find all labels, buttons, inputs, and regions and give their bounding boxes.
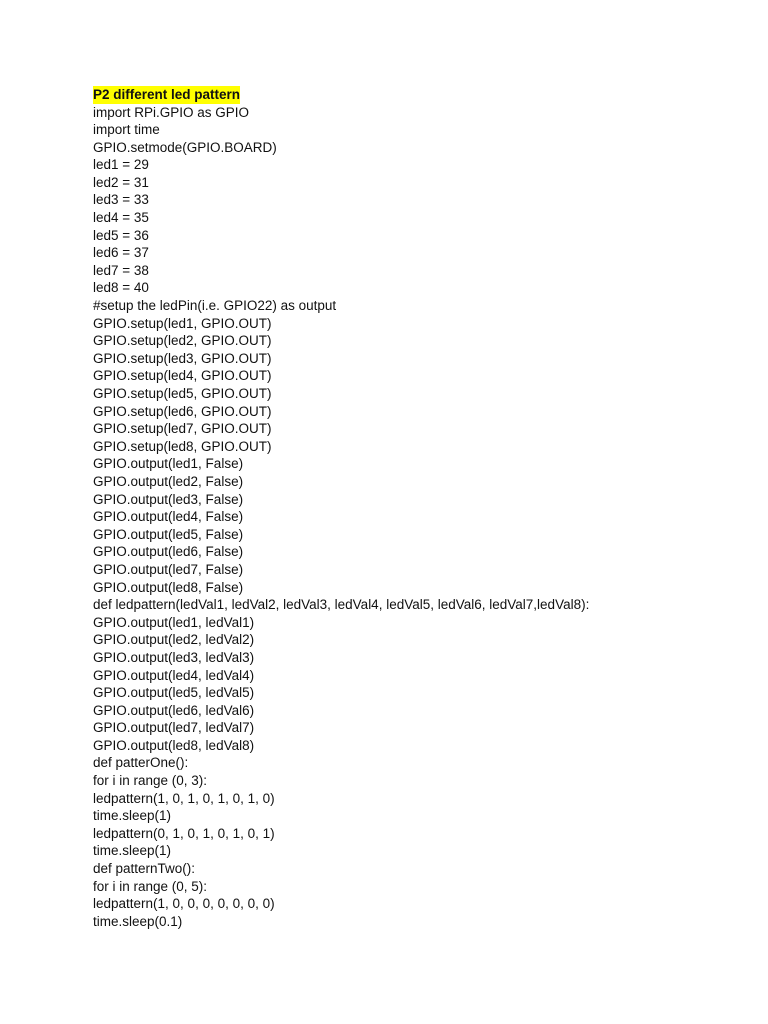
code-line: GPIO.output(led1, ledVal1): [93, 614, 255, 630]
code-line: led2 = 31: [93, 174, 149, 190]
code-line: GPIO.output(led6, False): [93, 544, 244, 560]
code-line: GPIO.output(led5, False): [93, 526, 244, 542]
code-line: import RPi.GPIO as GPIO: [93, 104, 250, 120]
code-line: import time: [93, 122, 160, 138]
code-line: GPIO.setup(led6, GPIO.OUT): [93, 403, 272, 419]
code-line: led4 = 35: [93, 210, 149, 226]
code-line: led7 = 38: [93, 262, 149, 278]
code-line: GPIO.setup(led4, GPIO.OUT): [93, 368, 272, 384]
code-line: GPIO.output(led8, ledVal8): [93, 737, 255, 753]
code-line: GPIO.output(led3, False): [93, 491, 244, 507]
code-line: GPIO.setmode(GPIO.BOARD): [93, 139, 277, 155]
code-line: for i in range (0, 5):: [93, 878, 208, 894]
code-line: GPIO.output(led2, ledVal2): [93, 632, 255, 648]
code-line: led8 = 40: [93, 280, 149, 296]
document-title: P2 different led pattern: [93, 87, 241, 102]
code-line: led1 = 29: [93, 157, 149, 173]
code-line: GPIO.output(led2, False): [93, 473, 244, 489]
code-line: GPIO.output(led7, False): [93, 561, 244, 577]
code-line: GPIO.output(led4, False): [93, 509, 244, 525]
code-line: GPIO.output(led3, ledVal3): [93, 649, 255, 665]
code-block: [93, 104, 733, 931]
code-line: GPIO.setup(led2, GPIO.OUT): [93, 333, 272, 349]
code-line: GPIO.setup(led8, GPIO.OUT): [93, 438, 272, 454]
code-line: GPIO.output(led8, False): [93, 579, 244, 595]
code-line: GPIO.setup(led3, GPIO.OUT): [93, 350, 272, 366]
code-line: #setup the ledPin(i.e. GPIO22) as output: [93, 298, 337, 314]
code-line: led6 = 37: [93, 245, 149, 261]
title-row: [93, 86, 733, 104]
code-line: def ledpattern(ledVal1, ledVal2, ledVal3, ledVal4, ledVal5, ledVal6, ledVal7,ledVal8):: [93, 597, 590, 613]
code-line: led3 = 33: [93, 192, 149, 208]
code-line: time.sleep(1): [93, 808, 172, 824]
code-line: GPIO.output(led7, ledVal7): [93, 720, 255, 736]
code-line: ledpattern(1, 0, 1, 0, 1, 0, 1, 0): [93, 790, 275, 806]
code-line: GPIO.output(led4, ledVal4): [93, 667, 255, 683]
code-line: ledpattern(0, 1, 0, 1, 0, 1, 0, 1): [93, 825, 275, 841]
code-line: led5 = 36: [93, 227, 149, 243]
document-body: [93, 86, 733, 930]
code-line: time.sleep(0.1): [93, 913, 183, 929]
code-line: GPIO.setup(led7, GPIO.OUT): [93, 421, 272, 437]
code-line: def patterOne():: [93, 755, 189, 771]
code-line: for i in range (0, 3):: [93, 773, 208, 789]
code-line: time.sleep(1): [93, 843, 172, 859]
code-line: GPIO.output(led5, ledVal5): [93, 685, 255, 701]
code-line: GPIO.output(led6, ledVal6): [93, 702, 255, 718]
code-line: GPIO.setup(led1, GPIO.OUT): [93, 315, 272, 331]
code-line: ledpattern(1, 0, 0, 0, 0, 0, 0, 0): [93, 896, 275, 912]
code-line: GPIO.setup(led5, GPIO.OUT): [93, 386, 272, 401]
code-line: def patternTwo():: [93, 861, 196, 877]
code-line: GPIO.output(led1, False): [93, 456, 244, 472]
